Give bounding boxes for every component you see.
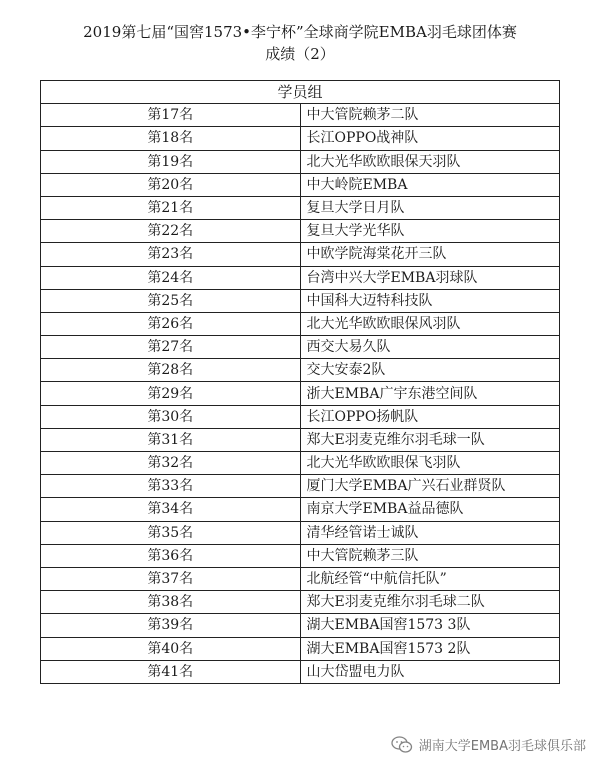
team-cell: 湖大EMBA国窖1573 2队 xyxy=(300,637,560,660)
team-cell: 北航经管“中航信托队” xyxy=(300,567,560,590)
team-cell: 长江OPPO战神队 xyxy=(300,127,560,150)
table-row xyxy=(41,243,560,266)
rank-cell: 第24名 xyxy=(41,266,301,289)
team-cell: 北大光华欧欧眼保天羽队 xyxy=(300,150,560,173)
team-cell: 中国科大迈特科技队 xyxy=(300,289,560,312)
title-line-1: 2019第七届“国窖1573•李宁杯”全球商学院EMBA羽毛球团体赛 xyxy=(83,23,517,41)
table-row xyxy=(41,196,560,219)
rank-cell: 第22名 xyxy=(41,220,301,243)
team-cell: 中大岭院EMBA xyxy=(300,173,560,196)
rank-cell: 第26名 xyxy=(41,312,301,335)
rank-cell: 第35名 xyxy=(41,521,301,544)
watermark xyxy=(391,735,586,754)
table-row xyxy=(41,289,560,312)
team-cell: 浙大EMBA广宇东港空间队 xyxy=(300,382,560,405)
team-cell: 北大光华欧欧眼保风羽队 xyxy=(300,312,560,335)
table-row xyxy=(41,637,560,660)
team-cell: 厦门大学EMBA广兴石业群贤队 xyxy=(300,475,560,498)
rank-cell: 第37名 xyxy=(41,567,301,590)
rank-cell: 第33名 xyxy=(41,475,301,498)
table-row xyxy=(41,127,560,150)
table-row xyxy=(41,336,560,359)
team-cell: 清华经管诺士诚队 xyxy=(300,521,560,544)
table-row xyxy=(41,428,560,451)
rank-cell: 第29名 xyxy=(41,382,301,405)
team-cell: 台湾中兴大学EMBA羽球队 xyxy=(300,266,560,289)
table-row xyxy=(41,567,560,590)
table-row xyxy=(41,498,560,521)
team-cell: 湖大EMBA国窖1573 3队 xyxy=(300,614,560,637)
rank-cell: 第27名 xyxy=(41,336,301,359)
table-header-row xyxy=(41,81,560,104)
table-row xyxy=(41,104,560,127)
document-title xyxy=(0,22,600,64)
table-row xyxy=(41,150,560,173)
team-cell: 复旦大学日月队 xyxy=(300,196,560,219)
team-cell: 郑大E羽麦克维尔羽毛球一队 xyxy=(300,428,560,451)
rank-cell: 第18名 xyxy=(41,127,301,150)
rank-cell: 第39名 xyxy=(41,614,301,637)
rank-cell: 第31名 xyxy=(41,428,301,451)
team-cell: 北大光华欧欧眼保飞羽队 xyxy=(300,452,560,475)
team-cell: 郑大E羽麦克维尔羽毛球二队 xyxy=(300,591,560,614)
table-row xyxy=(41,475,560,498)
rank-cell: 第28名 xyxy=(41,359,301,382)
team-cell: 西交大易久队 xyxy=(300,336,560,359)
table-row xyxy=(41,173,560,196)
watermark-text: 湖南大学EMBA羽毛球俱乐部 xyxy=(418,739,586,754)
rank-cell: 第38名 xyxy=(41,591,301,614)
table-row xyxy=(41,359,560,382)
table-row xyxy=(41,382,560,405)
table-row xyxy=(41,312,560,335)
rank-cell: 第19名 xyxy=(41,150,301,173)
table-row xyxy=(41,452,560,475)
rank-cell: 第30名 xyxy=(41,405,301,428)
team-cell: 南京大学EMBA益品德队 xyxy=(300,498,560,521)
table-row xyxy=(41,521,560,544)
rank-cell: 第40名 xyxy=(41,637,301,660)
table-row xyxy=(41,266,560,289)
rank-cell: 第21名 xyxy=(41,196,301,219)
team-cell: 山大岱盟电力队 xyxy=(300,660,560,683)
rank-cell: 第41名 xyxy=(41,660,301,683)
team-cell: 中大管院赖茅二队 xyxy=(300,104,560,127)
results-body xyxy=(41,104,560,684)
rank-cell: 第25名 xyxy=(41,289,301,312)
team-cell: 中大管院赖茅三队 xyxy=(300,544,560,567)
team-cell: 交大安泰2队 xyxy=(300,359,560,382)
team-cell: 复旦大学光华队 xyxy=(300,220,560,243)
team-cell: 长江OPPO扬帆队 xyxy=(300,405,560,428)
table-row xyxy=(41,660,560,683)
rank-cell: 第23名 xyxy=(41,243,301,266)
rank-cell: 第34名 xyxy=(41,498,301,521)
rank-cell: 第36名 xyxy=(41,544,301,567)
team-cell: 中欧学院海棠花开三队 xyxy=(300,243,560,266)
title-line-2: 成绩（2） xyxy=(265,45,335,63)
table-row xyxy=(41,614,560,637)
table-row xyxy=(41,220,560,243)
wechat-icon xyxy=(391,736,413,754)
results-table xyxy=(40,80,560,684)
rank-cell: 第17名 xyxy=(41,104,301,127)
table-row xyxy=(41,544,560,567)
table-row xyxy=(41,591,560,614)
group-header: 学员组 xyxy=(41,81,560,104)
rank-cell: 第32名 xyxy=(41,452,301,475)
rank-cell: 第20名 xyxy=(41,173,301,196)
table-row xyxy=(41,405,560,428)
